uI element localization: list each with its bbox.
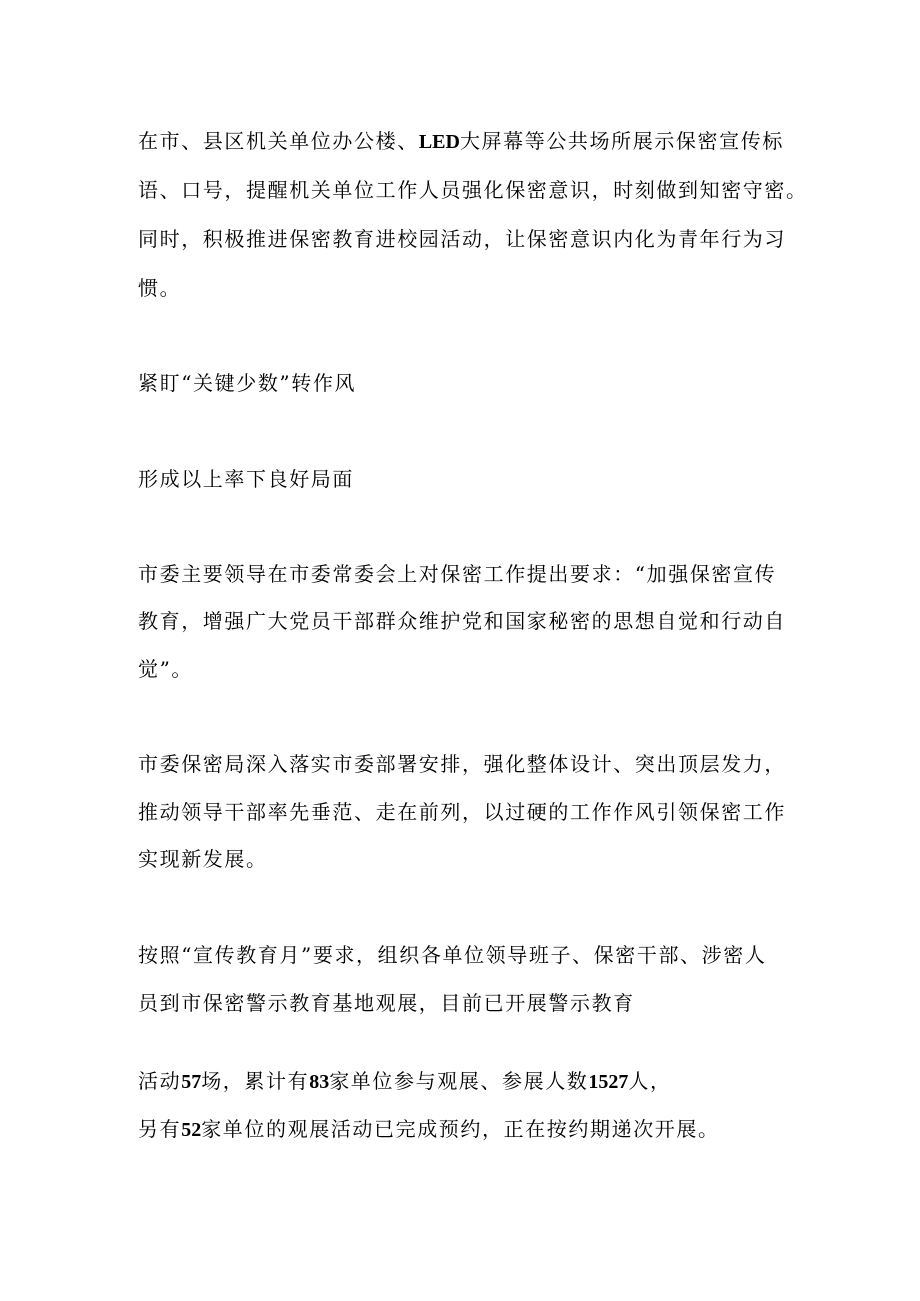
text-line: 惯。 xyxy=(138,276,182,300)
text-line: 教育，增强广大党员干部群众维护党和国家秘密的思想自觉和行动自 xyxy=(138,609,786,633)
text-line: 员到市保密警示教育基地观展，目前已开展警示教育 xyxy=(138,991,635,1015)
text-line: 语、口号，提醒机关单位工作人员强化保密意识，时刻做到知密守密。 xyxy=(138,178,808,202)
text-line: 市委主要领导在市委常委会上对保密工作提出要求：“加强保密宣传 xyxy=(138,562,777,586)
text-line: 市委保密局深入落实市委部署安排，强化整体设计、突出顶层发力， xyxy=(138,752,786,776)
text-line: 活动57场，累计有83家单位参与观展、参展人数1527人， xyxy=(138,1069,672,1093)
text-line: 按照“宣传教育月”要求，组织各单位领导班子、保密干部、涉密人 xyxy=(138,943,767,967)
text-line: 实现新发展。 xyxy=(138,847,268,871)
text-line: 在市、县区机关单位办公楼、LED大屏幕等公共场所展示保密宣传标 xyxy=(138,129,784,153)
section-heading: 紧盯“关键少数”转作风 xyxy=(138,371,357,395)
section-subheading: 形成以上率下良好局面 xyxy=(138,467,354,491)
text-line: 觉”。 xyxy=(138,657,194,681)
text-line: 推动领导干部率先垂范、走在前列，以过硬的工作作风引领保密工作 xyxy=(138,800,786,824)
text-line: 同时，积极推进保密教育进校园活动，让保密意识内化为青年行为习 xyxy=(138,227,786,251)
text-line: 另有52家单位的观展活动已完成预约，正在按约期递次开展。 xyxy=(138,1117,720,1141)
